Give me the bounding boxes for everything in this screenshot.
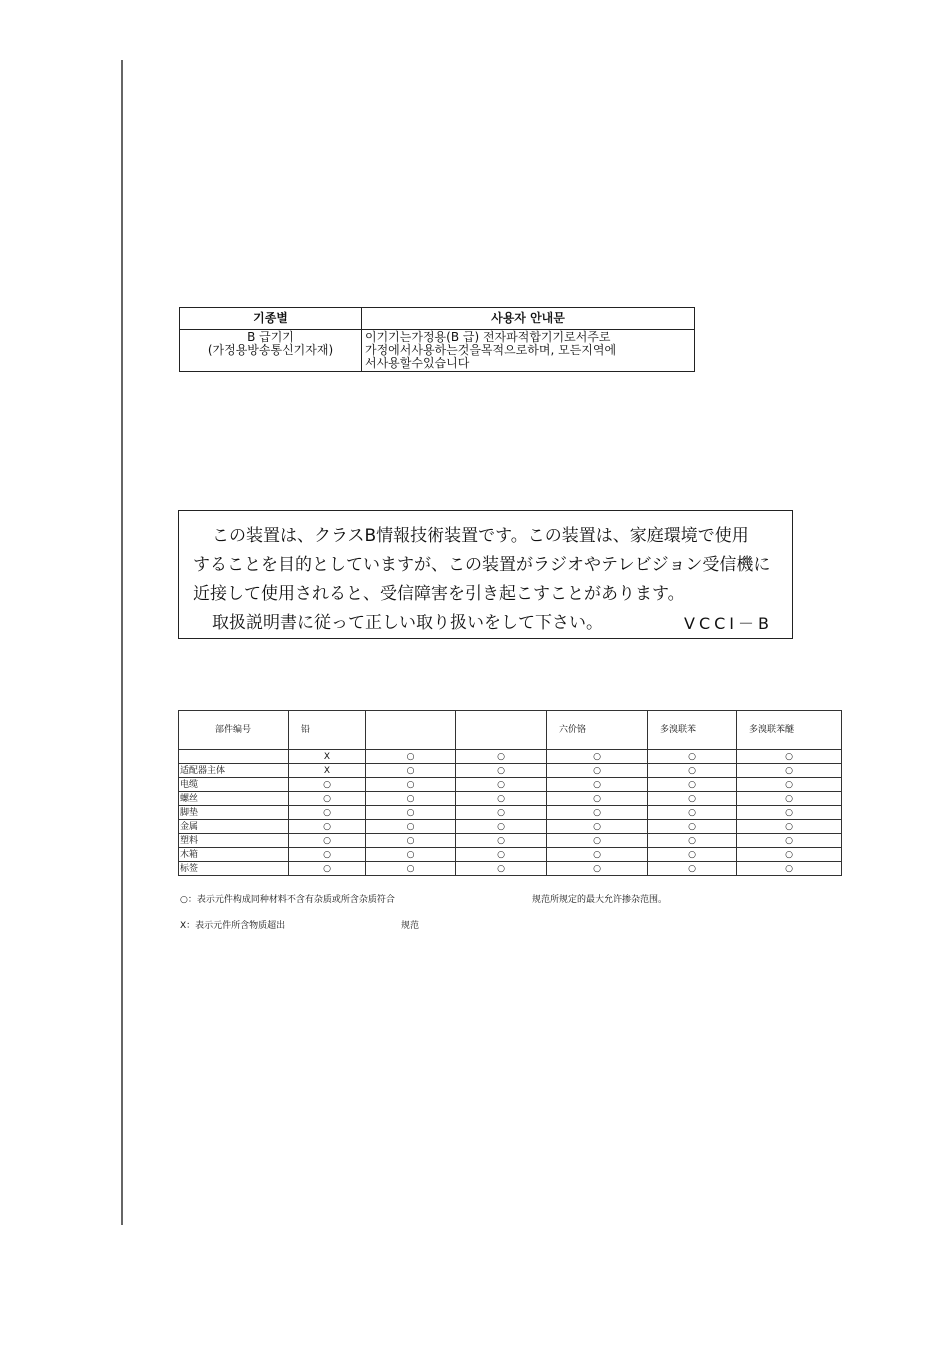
note-x-part2: 规范 bbox=[401, 921, 420, 931]
header-blank bbox=[366, 711, 456, 750]
substance-mark-cell: ○ bbox=[366, 862, 456, 876]
kr-notice-cell bbox=[362, 330, 695, 372]
header-pbb: 多溴联苯 bbox=[648, 711, 737, 750]
header-part: 部件编号 bbox=[179, 711, 289, 750]
substance-mark-cell: ○ bbox=[547, 834, 648, 848]
substance-mark-cell: ○ bbox=[648, 834, 737, 848]
substance-mark-cell: ○ bbox=[289, 862, 366, 876]
kr-notice-line: 가정에서사용하는것을목적으로하며, 모든지역에 bbox=[365, 343, 617, 357]
kr-notice-line: 이기기는가정용(B 급) 전자파적합기기로서주로 bbox=[365, 330, 611, 344]
substance-mark-cell: ○ bbox=[456, 750, 547, 764]
substance-mark-cell: ○ bbox=[648, 820, 737, 834]
substance-mark-cell: ○ bbox=[547, 764, 648, 778]
table-row bbox=[179, 862, 842, 876]
substance-mark-cell: ○ bbox=[456, 792, 547, 806]
substance-mark-cell: ○ bbox=[456, 778, 547, 792]
substance-mark-cell: ○ bbox=[456, 848, 547, 862]
kr-header-notice: 사용자 안내문 bbox=[362, 308, 695, 330]
substance-mark-cell: ○ bbox=[547, 778, 648, 792]
table-row bbox=[179, 848, 842, 862]
substance-mark-cell: ○ bbox=[648, 778, 737, 792]
substance-mark-cell: ○ bbox=[547, 848, 648, 862]
substance-mark-cell: ○ bbox=[737, 806, 842, 820]
substance-mark-cell: ○ bbox=[366, 806, 456, 820]
substance-mark-cell: ○ bbox=[289, 848, 366, 862]
kr-device-type: (가정용방송통신기자재) bbox=[207, 343, 334, 357]
substance-mark-cell: ○ bbox=[737, 764, 842, 778]
substance-mark-cell: ○ bbox=[737, 862, 842, 876]
note-o-part2: 规范所规定的最大允许掺杂范围。 bbox=[532, 895, 668, 905]
substance-mark-cell: ○ bbox=[648, 750, 737, 764]
substance-mark-cell: ○ bbox=[366, 848, 456, 862]
part-name-cell: 螺丝 bbox=[179, 792, 289, 806]
kr-header-class: 기종별 bbox=[180, 308, 362, 330]
table-row bbox=[179, 764, 842, 778]
part-name-cell: 适配器主体 bbox=[179, 764, 289, 778]
table-row bbox=[179, 778, 842, 792]
header-blank bbox=[456, 711, 547, 750]
substance-mark-cell: ○ bbox=[648, 792, 737, 806]
table-row bbox=[179, 792, 842, 806]
note-o-part1: ○：表示元件构成同种材料不含有杂质或所含杂质符合 bbox=[180, 895, 395, 905]
kr-notice-line: 서사용할수있습니다 bbox=[365, 356, 470, 370]
substance-mark-cell: ○ bbox=[547, 792, 648, 806]
kr-device-class: B 급기기 bbox=[247, 330, 294, 344]
table-header-row bbox=[179, 711, 842, 750]
part-name-cell: 金属 bbox=[179, 820, 289, 834]
substance-mark-cell: ○ bbox=[547, 862, 648, 876]
header-lead: 铅 bbox=[289, 711, 366, 750]
substance-mark-cell: ○ bbox=[366, 764, 456, 778]
vcci-line: 取扱説明書に従って正しい取り扱いをして下さい。 bbox=[212, 613, 603, 633]
substance-mark-cell: X bbox=[289, 764, 366, 778]
substance-mark-cell: ○ bbox=[456, 820, 547, 834]
vcci-code: VCCI－B bbox=[684, 614, 773, 633]
substance-mark-cell: ○ bbox=[737, 834, 842, 848]
substance-mark-cell: ○ bbox=[648, 764, 737, 778]
part-name-cell: 塑料 bbox=[179, 834, 289, 848]
substance-mark-cell: ○ bbox=[547, 820, 648, 834]
part-name-cell: 标签 bbox=[179, 862, 289, 876]
substance-mark-cell: ○ bbox=[456, 834, 547, 848]
substance-mark-cell: ○ bbox=[289, 778, 366, 792]
substance-mark-cell: ○ bbox=[648, 806, 737, 820]
substance-mark-cell: ○ bbox=[366, 750, 456, 764]
header-cr6: 六价铬 bbox=[547, 711, 648, 750]
substance-mark-cell: ○ bbox=[366, 834, 456, 848]
vcci-line: この装置は、クラスB情報技術装置です。この装置は、家庭環境で使用 bbox=[212, 526, 749, 546]
margin-rule bbox=[121, 60, 123, 1225]
substance-mark-cell: ○ bbox=[737, 848, 842, 862]
kr-device-cell bbox=[180, 330, 362, 372]
vcci-line: 近接して使用されると、受信障害を引き起こすことがあります。 bbox=[193, 584, 685, 604]
substance-mark-cell: ○ bbox=[547, 750, 648, 764]
substance-mark-cell: ○ bbox=[737, 750, 842, 764]
vcci-line: することを目的としていますが、この装置がラジオやテレビジョン受信機に bbox=[193, 555, 771, 575]
substance-mark-cell: ○ bbox=[648, 848, 737, 862]
table-row bbox=[179, 806, 842, 820]
substance-mark-cell: ○ bbox=[648, 862, 737, 876]
substance-mark-cell: ○ bbox=[737, 792, 842, 806]
substance-mark-cell: ○ bbox=[456, 806, 547, 820]
note-x-part1: X：表示元件所含物质超出 bbox=[180, 921, 286, 931]
substance-mark-cell: ○ bbox=[456, 862, 547, 876]
substance-mark-cell: ○ bbox=[547, 806, 648, 820]
part-name-cell: 电缆 bbox=[179, 778, 289, 792]
substance-mark-cell: ○ bbox=[456, 764, 547, 778]
table-row bbox=[179, 820, 842, 834]
substance-mark-cell: ○ bbox=[366, 778, 456, 792]
substance-mark-cell: ○ bbox=[737, 778, 842, 792]
substance-mark-cell: ○ bbox=[289, 792, 366, 806]
substance-mark-cell: ○ bbox=[289, 820, 366, 834]
part-name-cell: 木箱 bbox=[179, 848, 289, 862]
substance-mark-cell: ○ bbox=[289, 834, 366, 848]
substance-mark-cell: ○ bbox=[737, 820, 842, 834]
table-row bbox=[179, 750, 842, 764]
korean-emc-table bbox=[179, 307, 695, 372]
substance-mark-cell: ○ bbox=[366, 792, 456, 806]
substance-mark-cell: ○ bbox=[289, 806, 366, 820]
vcci-notice-box bbox=[178, 510, 793, 639]
part-name-cell bbox=[179, 750, 289, 764]
part-name-cell: 脚垫 bbox=[179, 806, 289, 820]
header-pbde: 多溴联苯醚 bbox=[737, 711, 842, 750]
table-row bbox=[179, 834, 842, 848]
substance-mark-cell: X bbox=[289, 750, 366, 764]
hazardous-substances-table bbox=[178, 710, 842, 876]
substance-mark-cell: ○ bbox=[366, 820, 456, 834]
